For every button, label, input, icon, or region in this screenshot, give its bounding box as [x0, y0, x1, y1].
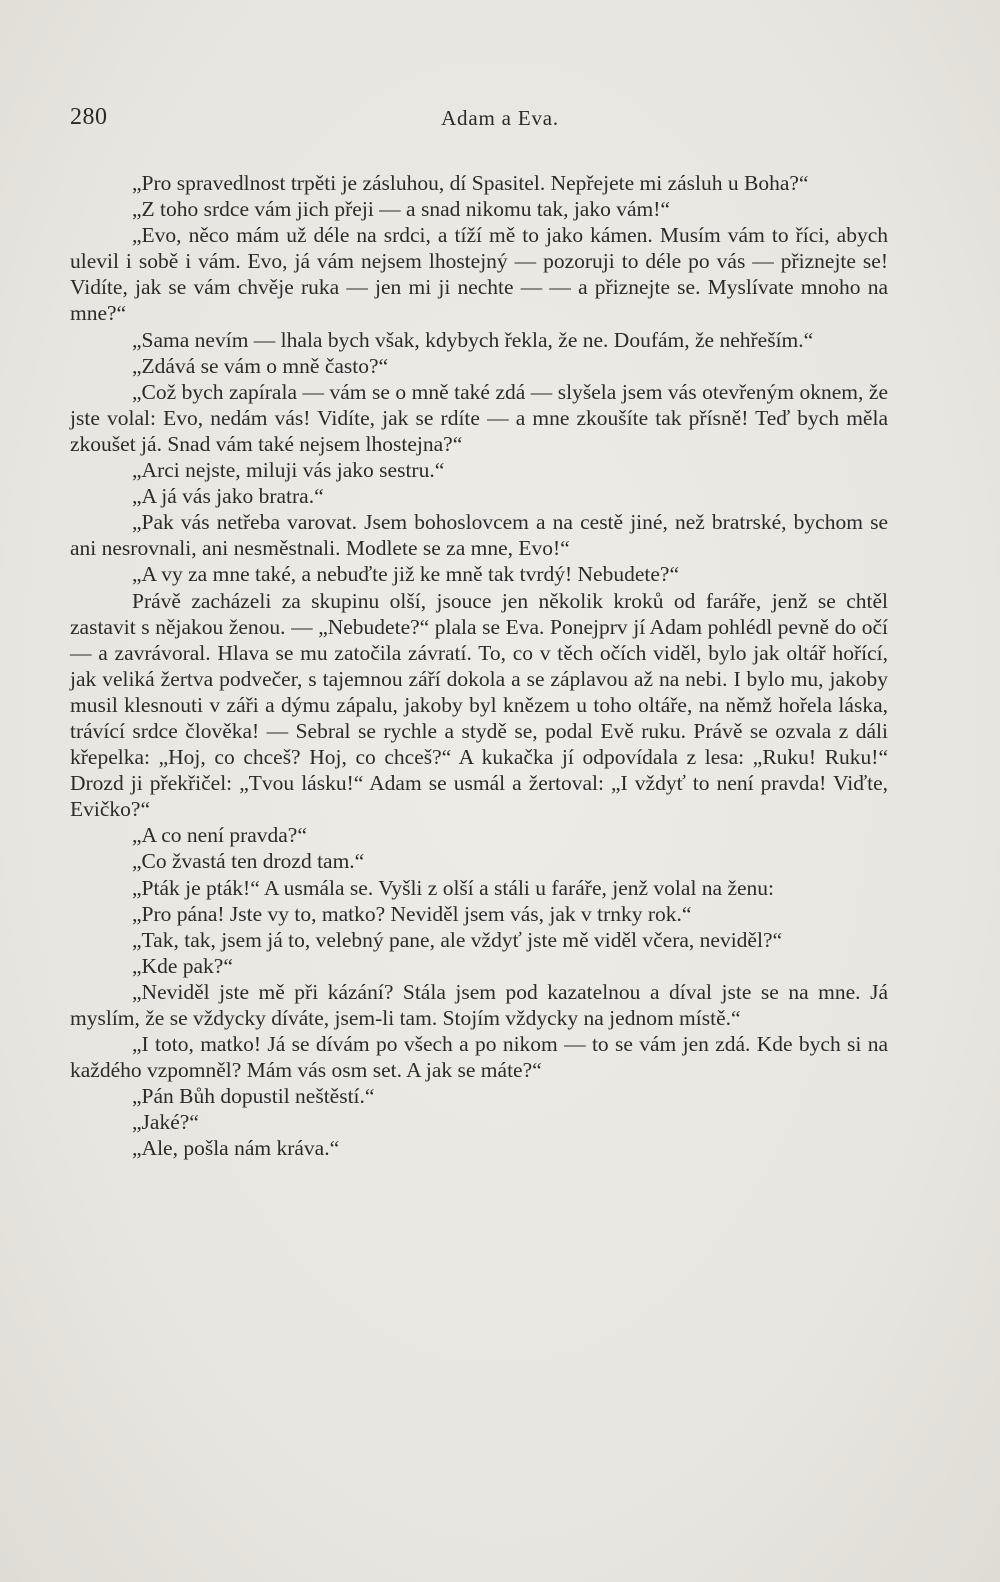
body-text	[70, 170, 888, 1162]
paragraph: „Ale, pošla nám kráva.“	[132, 1136, 340, 1161]
paragraph: „Z toho srdce vám jich přeji — a snad nikomu tak, jako vám!“	[132, 197, 670, 222]
paragraph: „Zdává se vám o mně často?“	[132, 353, 389, 378]
paragraph: „Pták je pták!“ A usmála se. Vyšli z olší a stáli u faráře, jenž volal na ženu:	[132, 875, 775, 900]
paragraph: „A co není pravda?“	[132, 823, 307, 848]
paragraph: „Pán Bůh dopustil neštěstí.“	[132, 1084, 375, 1109]
paragraph: „Pro pána! Jste vy to, matko? Neviděl jsem vás, jak v trnky rok.“	[132, 901, 692, 926]
paragraph: „Tak, tak, jsem já to, velebný pane, ale vždyť jste mě viděl včera, neviděl?“	[132, 927, 783, 952]
paragraph: „Evo, něco mám už déle na srdci, a tíží mě to jako kámen. Musím vám to říci, abych ulevil i sobě i vám. Evo, já vám nejsem lhostejný — pozoruji to déle po vás — přiznejte se! Vidíte, jak se vám chvěje ruka — jen mi ji nechte — — a přiznejte se. Myslívate mnoho na mne?“	[70, 223, 888, 326]
paragraph: „Kde pak?“	[132, 953, 233, 978]
paragraph: „A já vás jako bratra.“	[132, 484, 324, 509]
paragraph: „Neviděl jste mě při kázání? Stála jsem pod kazatelnou a díval jste se na mne. Já myslím, že se vždycky díváte, jsem-li tam. Stojím vždycky na jednom místě.“	[70, 979, 888, 1030]
page-number: 280	[70, 104, 108, 130]
paragraph: „Arci nejste, miluji vás jako sestru.“	[132, 458, 445, 483]
paragraph: „Pak vás netřeba varovat. Jsem bohoslovcem a na cestě jiné, než bratrské, bychom se ani nesrovnali, ani nesměstnali. Modlete se za mne, Evo!“	[70, 510, 888, 561]
paragraph: „I toto, matko! Já se dívám po všech a po nikom — to se vám jen zdá. Kde bych si na každého vzpomněl? Mám vás osm set. A jak se máte?“	[70, 1032, 888, 1083]
paragraph: Právě zacházeli za skupinu olší, jsouce jen několik kroků od faráře, jenž se chtěl zastavit s nějakou ženou. — „Nebudete?“ plala se Eva. Ponejprv jí Adam pohlédl pevně do očí — a zavrávoral. Hlava se mu zatočila závratí. To, co v těch očích viděl, bylo jak oltář hořící, jak veliká žertva podvečer, s tajemnou září dokola a se záplavou až na nebi. I bylo mu, jakoby musil klesnouti v záři a dýmu zápalu, jakoby byl knězem u toho oltáře, na němž hořela láska, trávící srdce člověka! — Sebral se rychle a stydě se, podal Evě ruku. Právě se ozvala z dáli křepelka: „Hoj, co chceš? Hoj, co chceš?“ A kukačka jí odpovídala z lesa: „Ruku! Ruku!“ Drozd ji překřičel: „Tvou lásku!“ Adam se usmál a žertoval: „I vždyť to není pravda! Viďte, Evičko?“	[70, 588, 888, 822]
running-title: Adam a Eva.	[441, 106, 559, 130]
paragraph: „Což bych zapírala — vám se o mně také zdá — slyšela jsem vás otevřeným oknem, že jste volal: Evo, nedám vás! Vidíte, jak se rdíte — a mne zkoušíte tak přísně! Teď bych měla zkoušet já. Snad vám také nejsem lhostejna?“	[70, 379, 888, 456]
paragraph: „Sama nevím — lhala bych však, kdybych řekla, že ne. Doufám, že nehřeším.“	[132, 327, 814, 352]
paragraph: „A vy za mne také, a nebuďte již ke mně tak tvrdý! Nebudete?“	[132, 562, 679, 587]
paragraph: „Pro spravedlnost trpěti je zásluhou, dí Spasitel. Nepřejete mi zásluh u Boha?“	[132, 171, 809, 195]
paragraph: „Co žvastá ten drozd tam.“	[132, 849, 365, 874]
page-header	[70, 104, 888, 144]
paragraph: „Jaké?“	[132, 1110, 199, 1135]
